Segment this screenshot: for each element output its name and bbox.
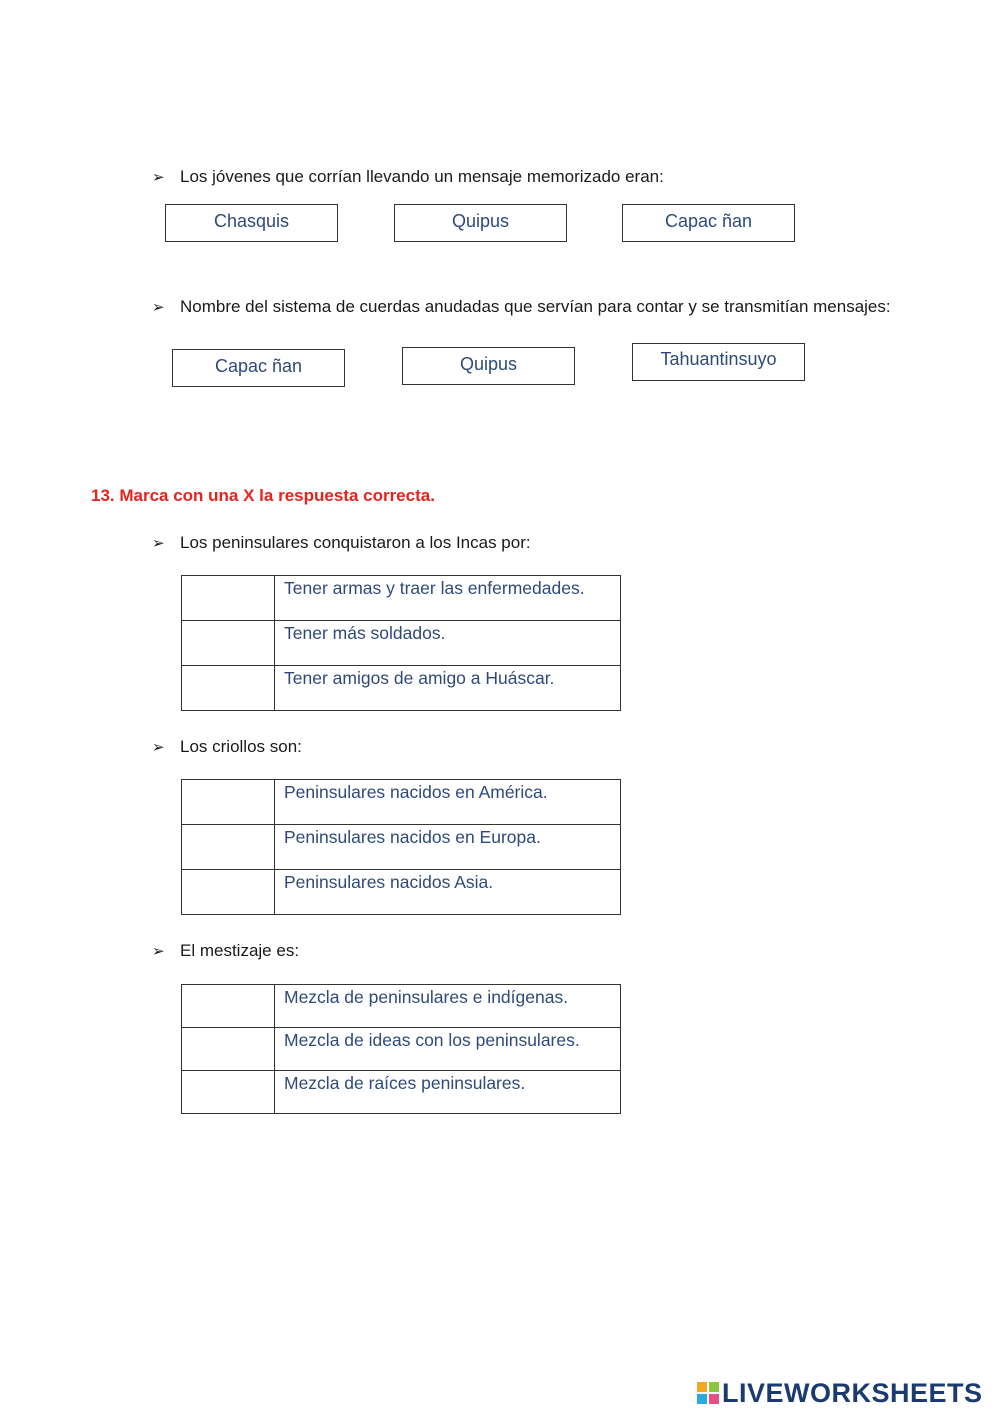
answer-text: Tener armas y traer las enfermedades. xyxy=(275,576,621,621)
arrow-bullet-icon: ➢ xyxy=(152,534,165,552)
option-box[interactable]: Quipus xyxy=(402,347,575,385)
mark-cell[interactable] xyxy=(182,1071,275,1114)
option-box[interactable]: Capac ñan xyxy=(622,204,795,242)
mark-cell[interactable] xyxy=(182,576,275,621)
table-row xyxy=(182,576,621,621)
table-row xyxy=(182,1028,621,1071)
mark-cell[interactable] xyxy=(182,666,275,711)
answer-text: Peninsulares nacidos en América. xyxy=(275,780,621,825)
question-d-prompt: ➢ Los criollos son: xyxy=(152,737,302,756)
mark-cell[interactable] xyxy=(182,985,275,1028)
answer-table xyxy=(181,779,621,915)
liveworksheets-logo-icon xyxy=(697,1382,719,1404)
mark-cell[interactable] xyxy=(182,825,275,870)
answer-text: Peninsulares nacidos Asia. xyxy=(275,870,621,915)
answer-table xyxy=(181,984,621,1114)
question-b-prompt: ➢ Nombre del sistema de cuerdas anudadas que servían para contar y se transmitían mensajes: xyxy=(152,297,891,316)
mark-cell[interactable] xyxy=(182,1028,275,1071)
answer-text: Mezcla de raíces peninsulares. xyxy=(275,1071,621,1114)
logo-square xyxy=(697,1382,707,1392)
option-box[interactable]: Quipus xyxy=(394,204,567,242)
logo-square xyxy=(709,1394,719,1404)
table-row xyxy=(182,985,621,1028)
option-box[interactable]: Chasquis xyxy=(165,204,338,242)
table-row xyxy=(182,621,621,666)
answer-text: Mezcla de ideas con los peninsulares. xyxy=(275,1028,621,1071)
arrow-bullet-icon: ➢ xyxy=(152,168,165,186)
question-e-prompt: ➢ El mestizaje es: xyxy=(152,941,300,960)
logo-text: LIVEWORKSHEETS xyxy=(722,1377,983,1408)
liveworksheets-logo[interactable] xyxy=(697,1378,983,1408)
logo-square xyxy=(697,1394,707,1404)
answer-text: Tener amigos de amigo a Huáscar. xyxy=(275,666,621,711)
question-c-prompt: ➢ Los peninsulares conquistaron a los Incas por: xyxy=(152,533,531,552)
answer-text: Mezcla de peninsulares e indígenas. xyxy=(275,985,621,1028)
table-row xyxy=(182,666,621,711)
option-box[interactable]: Capac ñan xyxy=(172,349,345,387)
question-a-prompt: ➢ Los jóvenes que corrían llevando un mensaje memorizado eran: xyxy=(152,167,664,186)
section-heading: 13. Marca con una X la respuesta correcta. xyxy=(91,486,435,505)
mark-cell[interactable] xyxy=(182,870,275,915)
logo-square xyxy=(709,1382,719,1392)
table-row xyxy=(182,1071,621,1114)
answer-text: Peninsulares nacidos en Europa. xyxy=(275,825,621,870)
arrow-bullet-icon: ➢ xyxy=(152,738,165,756)
arrow-bullet-icon: ➢ xyxy=(152,298,165,316)
table-row xyxy=(182,870,621,915)
mark-cell[interactable] xyxy=(182,621,275,666)
option-box[interactable]: Tahuantinsuyo xyxy=(632,343,805,381)
arrow-bullet-icon: ➢ xyxy=(152,942,165,960)
mark-cell[interactable] xyxy=(182,780,275,825)
answer-text: Tener más soldados. xyxy=(275,621,621,666)
table-row xyxy=(182,780,621,825)
answer-table xyxy=(181,575,621,711)
table-row xyxy=(182,825,621,870)
